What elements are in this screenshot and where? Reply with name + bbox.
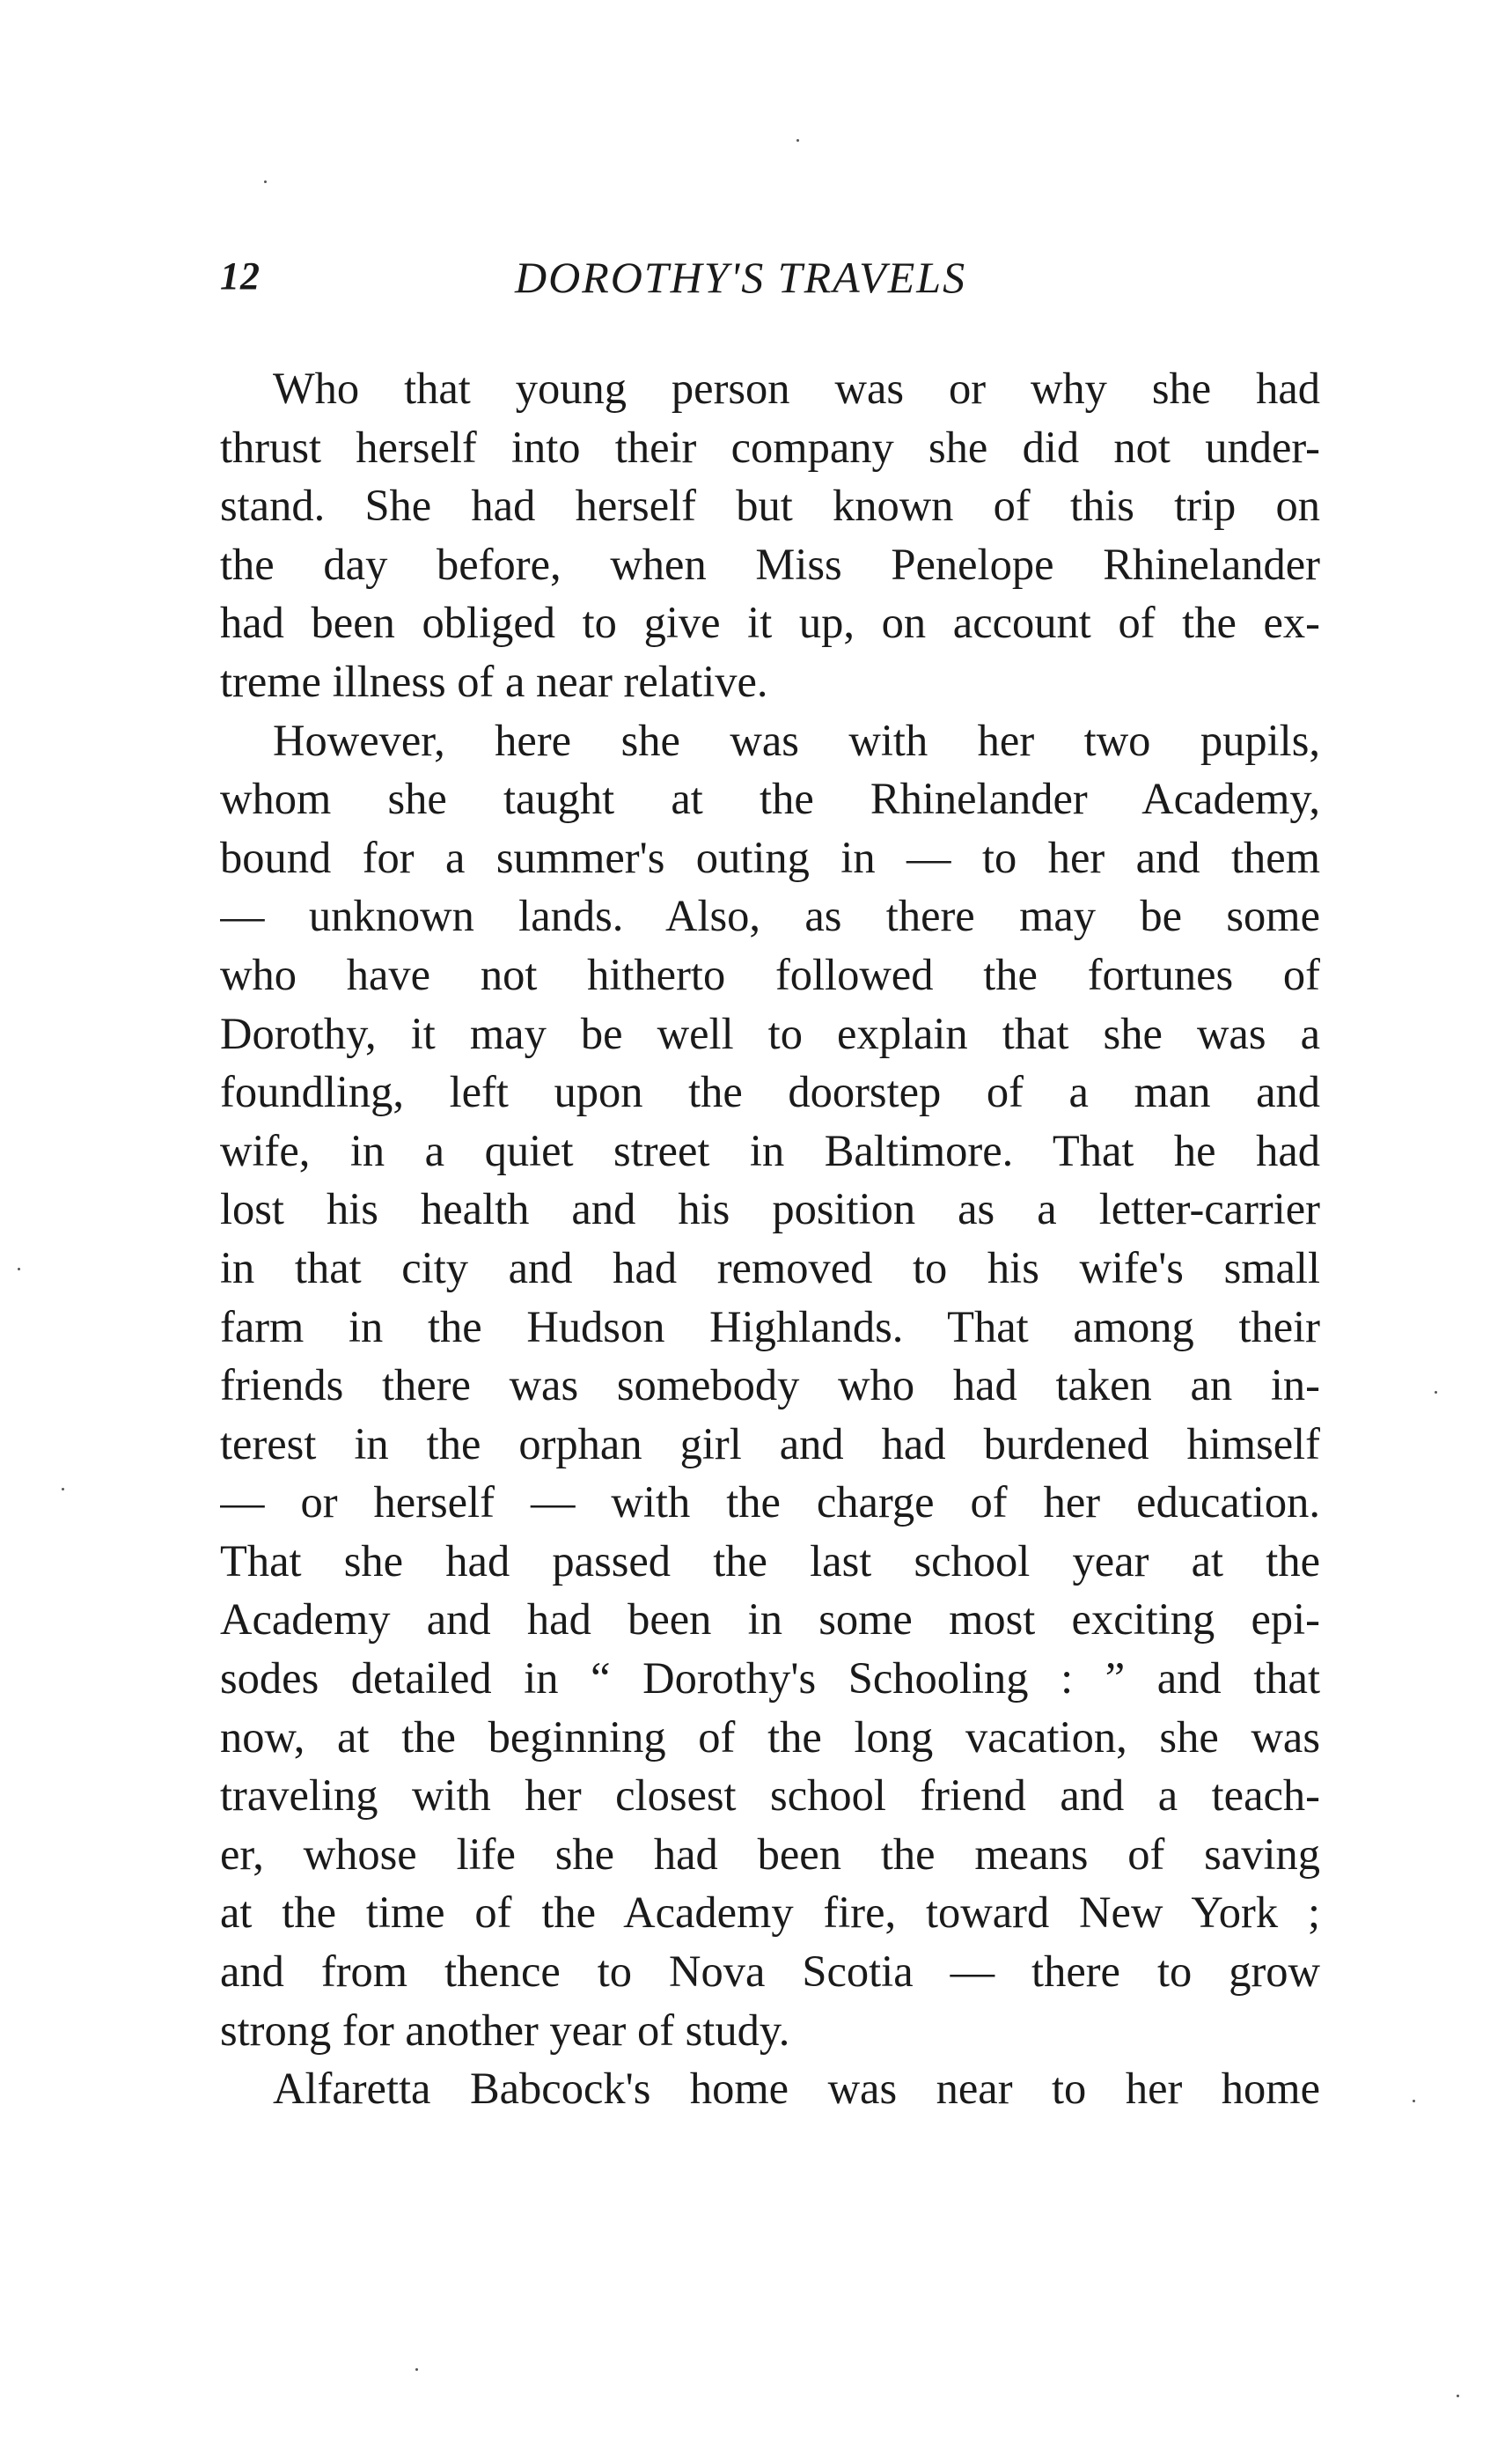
body-text bbox=[220, 359, 1320, 2118]
text-line: had been obliged to give it up, on account of the ex- bbox=[220, 598, 1320, 648]
print-speck bbox=[796, 139, 799, 142]
print-speck bbox=[18, 1268, 20, 1270]
running-head bbox=[220, 254, 1320, 315]
text-line: — unknown lands. Also, as there may be some bbox=[220, 891, 1320, 941]
text-line: sodes detailed in “ Dorothy's Schooling : ” and that bbox=[220, 1653, 1320, 1704]
text-line: — or herself — with the charge of her education. bbox=[220, 1477, 1320, 1527]
text-line: foundling, left upon the doorstep of a man and bbox=[220, 1067, 1320, 1117]
text-line: thrust herself into their company she did not under- bbox=[220, 422, 1320, 472]
print-speck bbox=[1435, 1391, 1437, 1394]
text-line: treme illness of a near relative. bbox=[220, 656, 768, 706]
print-speck bbox=[1413, 2100, 1415, 2102]
text-line: the day before, when Miss Penelope Rhinelander bbox=[220, 539, 1320, 589]
text-line: lost his health and his position as a letter-carrier bbox=[220, 1184, 1320, 1234]
text-line: That she had passed the last school year at the bbox=[220, 1535, 1320, 1586]
print-speck bbox=[62, 1488, 64, 1490]
text-line: bound for a summer's outing in — to her and them bbox=[220, 832, 1320, 882]
text-line: and from thence to Nova Scotia — there to grow bbox=[220, 1947, 1320, 1997]
text-line: traveling with her closest school friend and a teach- bbox=[220, 1770, 1320, 1821]
running-title: DOROTHY'S TRAVELS bbox=[515, 253, 967, 302]
text-line: friends there was somebody who had taken an in- bbox=[220, 1360, 1320, 1410]
page-number: 12 bbox=[220, 254, 261, 298]
text-line: However, here she was with her two pupils, bbox=[273, 715, 1320, 765]
text-line: Academy and had been in some most exciting epi- bbox=[220, 1594, 1320, 1645]
text-line: Who that young person was or why she had bbox=[273, 364, 1320, 413]
text-line: whom she taught at the Rhinelander Academy, bbox=[220, 774, 1320, 824]
text-line: now, at the beginning of the long vacation, she was bbox=[220, 1711, 1320, 1762]
text-line: Dorothy, it may be well to explain that she was a bbox=[220, 1008, 1320, 1058]
text-line: who have not hitherto followed the fortunes of bbox=[220, 949, 1320, 999]
print-speck bbox=[415, 2368, 418, 2371]
text-line: terest in the orphan girl and had burdened himself bbox=[220, 1418, 1320, 1468]
text-line: wife, in a quiet street in Baltimore. That he had bbox=[220, 1125, 1320, 1175]
text-line: at the time of the Academy fire, toward New York ; bbox=[220, 1888, 1320, 1938]
print-speck bbox=[264, 180, 267, 183]
text-line: er, whose life she had been the means of saving bbox=[220, 1829, 1320, 1879]
text-line: in that city and had removed to his wife's small bbox=[220, 1242, 1320, 1292]
print-speck bbox=[1457, 2395, 1459, 2397]
text-line: strong for another year of study. bbox=[220, 2005, 790, 2055]
text-line: farm in the Hudson Highlands. That among their bbox=[220, 1301, 1320, 1351]
text-line: stand. She had herself but known of this trip on bbox=[220, 481, 1320, 531]
text-line: Alfaretta Babcock's home was near to her home bbox=[273, 2064, 1320, 2114]
